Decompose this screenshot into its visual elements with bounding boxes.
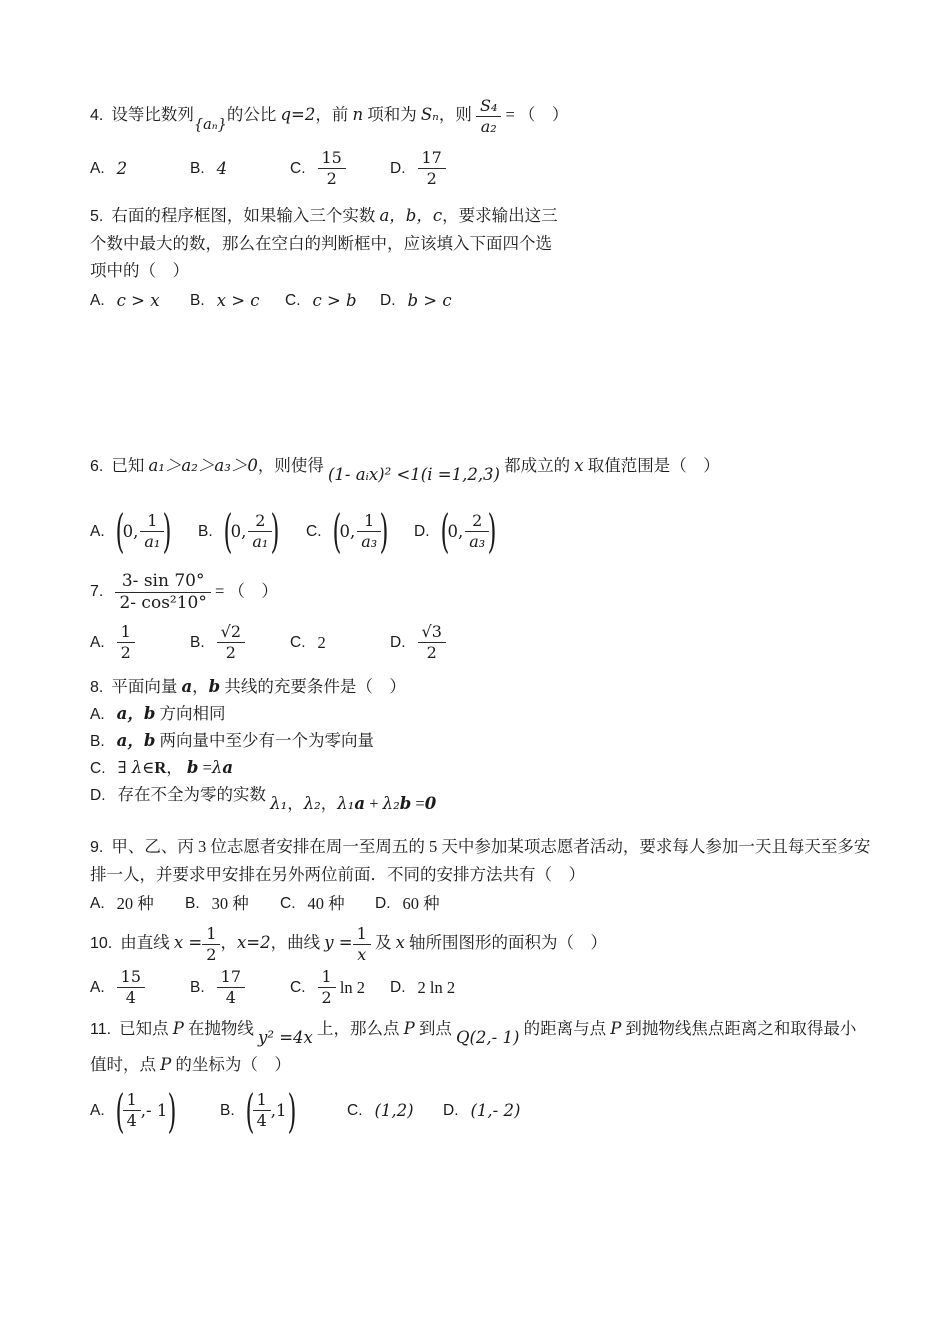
fraction-denominator: 2 — [321, 987, 332, 1007]
option-label: D. — [390, 978, 406, 996]
interval — [439, 504, 497, 558]
option-b — [220, 1083, 347, 1138]
question-7 — [90, 572, 880, 662]
question-number: 7. — [90, 583, 104, 601]
left-paren: ( — [223, 504, 233, 558]
interval — [223, 504, 280, 558]
option-b — [190, 287, 285, 314]
fraction-numerator: 1 — [253, 1091, 271, 1111]
interval-start: 0, — [122, 521, 139, 541]
coordinate-pair — [115, 1083, 177, 1138]
option-d — [414, 504, 497, 558]
option-text: 方向相同 — [155, 703, 226, 723]
question-10-options — [90, 968, 880, 1007]
math-expression: n — [352, 105, 364, 125]
option-label: B. — [190, 160, 205, 178]
option-text: ， — [320, 793, 338, 813]
fraction-denominator: 2 — [206, 944, 217, 964]
option-a — [90, 287, 190, 314]
option-value: 40 种 — [307, 893, 345, 913]
option-label: C. — [90, 759, 106, 777]
stem-text: ，曲线 — [270, 933, 325, 953]
question-5-line3: 项中的（ ） — [90, 261, 189, 280]
fraction-numerator: √3 — [418, 623, 446, 643]
point-q: Q(2,- 1) — [455, 1027, 520, 1047]
fraction — [357, 512, 381, 551]
fraction-numerator: S₄ — [476, 97, 501, 117]
option-label: A. — [90, 705, 105, 723]
fraction-denominator: 2 — [426, 642, 437, 662]
stem-text: ，则 — [438, 105, 472, 125]
option-value: x > c — [216, 291, 260, 310]
fraction-denominator: 2 — [426, 169, 437, 189]
question-8 — [90, 674, 880, 817]
option-label: C. — [347, 1102, 363, 1119]
option-label: B. — [185, 894, 200, 912]
stem-text: 设等比数列 — [111, 105, 194, 125]
interval-start: 0, — [230, 521, 247, 541]
fraction — [476, 97, 501, 136]
fraction — [115, 572, 210, 613]
fraction — [140, 512, 164, 551]
question-4 — [90, 97, 880, 188]
option-b — [190, 155, 290, 182]
parabola-equation: y² =4x — [258, 1027, 313, 1047]
math-expression: a，b，c — [379, 206, 443, 225]
fraction-denominator: a₂ — [480, 116, 497, 136]
question-4-stem — [90, 97, 880, 139]
option-label: D. — [380, 292, 396, 309]
fraction-numerator: 15 — [318, 149, 346, 169]
option-d — [90, 782, 880, 817]
fraction — [117, 623, 135, 662]
fraction-numerator: 1 — [353, 925, 371, 945]
stem-text: 项和为 — [363, 105, 421, 125]
math-expression: x — [395, 933, 405, 953]
stem-text: 的坐标为（ ） — [171, 1054, 291, 1074]
question-6 — [90, 452, 880, 558]
math-expression: = — [198, 757, 212, 777]
vector-b: b — [186, 757, 199, 777]
math-expression: a，b — [116, 703, 156, 723]
question-number: 8. — [90, 678, 104, 696]
question-7-stem — [90, 572, 880, 613]
fraction-numerator: 1 — [117, 623, 135, 643]
stem-text: 甲、乙、丙 3 位志愿者安排在周一至周五的 5 天中参加某项志愿者活动，要求每人参加一天且每天至多安 — [111, 836, 871, 856]
left-paren: ( — [245, 1083, 255, 1138]
option-b — [190, 968, 290, 1007]
option-value: 2 — [317, 632, 326, 652]
option-label: B. — [190, 292, 205, 309]
stem-text: 由直线 — [120, 933, 174, 953]
option-label: A. — [90, 978, 105, 996]
lambda-1: λ₁ — [270, 793, 288, 813]
question-9-stem — [90, 833, 880, 861]
option-value: c > b — [312, 291, 357, 310]
fraction-numerator: 1 — [123, 1091, 141, 1111]
option-d — [390, 974, 455, 1001]
fraction-numerator: 2 — [465, 512, 489, 532]
math-expression — [270, 791, 436, 817]
fraction-denominator: 2 — [326, 169, 337, 189]
option-d — [375, 890, 440, 917]
question-10-stem — [90, 925, 880, 964]
interval-start: 0, — [447, 521, 464, 541]
fraction-numerator: 2 — [248, 512, 272, 532]
option-label: A. — [90, 522, 105, 540]
fraction-denominator: 4 — [225, 987, 236, 1007]
interval — [331, 504, 389, 558]
option-value: 30 种 — [211, 893, 249, 913]
question-8-stem — [90, 674, 880, 701]
option-label: B. — [198, 522, 213, 540]
stem-text: 平面向量 — [111, 676, 182, 696]
question-number: 11. — [90, 1020, 112, 1038]
question-number: 10. — [90, 935, 113, 953]
option-a — [90, 155, 190, 182]
question-11-line2 — [90, 1051, 880, 1078]
option-b — [198, 504, 306, 558]
fraction — [217, 623, 245, 662]
fraction — [418, 623, 446, 662]
stem-text: 的距离与点 — [519, 1018, 611, 1038]
fraction-denominator: 2 — [225, 642, 236, 662]
option-label: D. — [390, 160, 406, 178]
stem-text: 的公比 — [226, 105, 281, 125]
flowchart-placeholder — [90, 314, 880, 452]
option-label: A. — [90, 292, 105, 309]
lambda-1: λ₁ — [337, 793, 355, 813]
stem-text: 已知点 — [119, 1018, 173, 1038]
vector-b: b — [399, 793, 412, 813]
option-label: D. — [375, 894, 391, 912]
stem-text: 到抛物线焦点距离之和取得最小 — [621, 1018, 857, 1038]
question-5-options — [90, 287, 880, 314]
stem-text: 共线的充要条件是（ ） — [220, 676, 406, 696]
math-expression: a₁＞a₂＞a₃＞0 — [148, 456, 258, 475]
option-b — [185, 890, 280, 917]
fraction-numerator: 1 — [140, 512, 164, 532]
question-5-line2: 个数中最大的数，那么在空白的判断框中，应该填入下面四个选 — [90, 234, 552, 253]
option-d — [443, 1097, 520, 1124]
option-c — [306, 504, 414, 558]
option-value: 60 种 — [402, 893, 440, 913]
option-value: ln 2 — [339, 977, 366, 997]
option-label: A. — [90, 160, 105, 178]
option-c — [290, 968, 390, 1007]
question-9-line2: 排一人，并要求甲安排在另外两位前面．不同的安排方法共有（ ） — [90, 864, 585, 884]
right-paren: ) — [487, 504, 497, 558]
option-c — [290, 149, 390, 188]
option-label: D. — [414, 522, 430, 540]
question-5-stem — [90, 202, 880, 230]
stem-text: 都成立的 — [500, 456, 575, 475]
option-a — [90, 968, 190, 1007]
option-value: 2 — [116, 159, 128, 179]
option-text: 两向量中至少有一个为零向量 — [155, 730, 375, 750]
option-label: A. — [90, 1102, 105, 1119]
vector-a: a — [354, 793, 366, 813]
interval — [115, 504, 172, 558]
lambda-2: λ₂ — [303, 793, 321, 813]
stem-text: ， — [220, 933, 237, 953]
fraction — [123, 1091, 141, 1130]
fraction — [248, 512, 272, 551]
fraction-denominator: 4 — [125, 987, 136, 1007]
stem-text: = （ ） — [214, 581, 278, 601]
option-label: A. — [90, 633, 105, 651]
fraction-denominator: 2 — [120, 642, 131, 662]
fraction-numerator: 3- sin 70° — [115, 572, 210, 593]
right-paren: ) — [287, 1083, 297, 1138]
option-label: C. — [290, 160, 306, 178]
question-4-options — [90, 149, 880, 188]
fraction-denominator: a₁ — [252, 531, 269, 551]
question-number: 6. — [90, 458, 104, 475]
option-a — [90, 701, 880, 728]
math-expression: (1- aᵢx)² <1(i =1,2,3) — [327, 465, 500, 484]
option-text: + — [365, 793, 383, 813]
option-label: B. — [190, 978, 205, 996]
math-expression: q=2 — [280, 105, 316, 125]
option-d — [380, 287, 452, 314]
stem-text: ，前 — [315, 105, 353, 125]
question-5 — [90, 202, 880, 314]
option-text: 存在不全为零的实数 — [117, 784, 271, 804]
lambda-2: λ₂ — [382, 793, 400, 813]
option-c — [90, 755, 880, 782]
option-value: 20 种 — [116, 893, 154, 913]
option-a — [90, 890, 185, 917]
question-6-stem — [90, 452, 880, 488]
stem-text: 及 — [370, 933, 396, 953]
question-11-options — [90, 1083, 880, 1138]
option-label: C. — [306, 522, 322, 540]
reals-symbol: R — [154, 757, 167, 777]
option-c — [290, 629, 390, 656]
zero-vector: 0 — [424, 793, 437, 813]
coordinate-rest: ,- 1 — [140, 1101, 168, 1120]
fraction-numerator: 17 — [217, 968, 245, 988]
vector-a: a — [181, 676, 193, 696]
question-11 — [90, 1015, 880, 1138]
interval-start: 0, — [339, 521, 356, 541]
option-b — [90, 728, 880, 755]
option-text: ， — [287, 793, 304, 813]
stem-text: 取值范围是（ ） — [583, 456, 720, 475]
option-label: B. — [90, 732, 105, 750]
fraction — [318, 149, 346, 188]
lambda: λ — [211, 757, 223, 777]
option-a — [90, 623, 190, 662]
question-7-options — [90, 623, 880, 662]
fraction-denominator: 4 — [256, 1111, 267, 1130]
question-9-options — [90, 890, 880, 917]
option-value: c > x — [116, 291, 160, 310]
point-p: P — [403, 1018, 415, 1038]
option-text: = — [411, 793, 425, 813]
option-a — [90, 1083, 220, 1138]
option-text: ， — [166, 757, 183, 777]
option-b — [190, 623, 290, 662]
fraction — [418, 149, 446, 188]
coordinate-pair — [245, 1083, 297, 1138]
fraction-denominator: 2- cos²10° — [119, 593, 207, 614]
option-d — [390, 623, 446, 662]
option-label: C. — [280, 894, 296, 912]
right-paren: ) — [162, 504, 172, 558]
right-paren: ) — [167, 1083, 177, 1138]
option-a — [90, 504, 198, 558]
fraction-numerator: 1 — [202, 925, 220, 945]
fraction — [253, 1091, 271, 1130]
fraction — [465, 512, 489, 551]
stem-text: 到点 — [414, 1018, 456, 1038]
option-label: C. — [290, 633, 306, 651]
option-value: (1,- 2) — [470, 1101, 521, 1120]
math-expression: a，b — [116, 730, 156, 750]
right-paren: ) — [379, 504, 389, 558]
option-label: C. — [290, 978, 306, 996]
fraction-numerator: 1 — [357, 512, 381, 532]
question-9 — [90, 833, 880, 917]
math-expression: y = — [324, 933, 353, 953]
vector-a: a — [222, 757, 234, 777]
math-expression: ∃ λ∈ — [117, 757, 155, 777]
left-paren: ( — [115, 1083, 125, 1138]
left-paren: ( — [439, 504, 449, 558]
fraction-denominator: a₃ — [361, 531, 378, 551]
math-expression: x = — [173, 933, 203, 953]
fraction — [117, 968, 145, 1007]
question-number: 9. — [90, 838, 104, 856]
fraction-numerator: 15 — [117, 968, 145, 988]
option-c — [280, 890, 375, 917]
option-value: b > c — [407, 291, 452, 310]
stem-text: 轴所围图形的面积为（ ） — [404, 933, 607, 953]
point-p: P — [160, 1054, 172, 1074]
option-label: C. — [285, 292, 301, 309]
option-value: (1,2) — [374, 1101, 414, 1120]
stem-text: 上，那么点 — [312, 1018, 404, 1038]
option-label: B. — [190, 633, 205, 651]
option-c — [347, 1097, 443, 1124]
stem-text: 在抛物线 — [183, 1018, 259, 1038]
fraction-denominator: 4 — [126, 1111, 137, 1130]
option-value: 2 ln 2 — [417, 977, 456, 997]
right-paren: ) — [270, 504, 280, 558]
option-label: D. — [90, 786, 106, 804]
fraction — [217, 968, 245, 1007]
option-label: A. — [90, 894, 105, 912]
question-10 — [90, 925, 880, 1007]
question-number: 5. — [90, 208, 104, 225]
coordinate-rest: ,1 — [270, 1101, 287, 1120]
sequence-notation: {aₙ} — [193, 117, 227, 134]
stem-text: 已知 — [111, 456, 149, 475]
left-paren: ( — [115, 504, 125, 558]
stem-text: ，则使得 — [257, 456, 328, 475]
stem-text: = （ ） — [505, 105, 569, 125]
vector-b: b — [208, 676, 221, 696]
fraction — [353, 925, 371, 964]
fraction-numerator: 1 — [318, 968, 336, 988]
fraction-numerator: √2 — [217, 623, 245, 643]
stem-text: 值时，点 — [90, 1054, 161, 1074]
fraction-denominator: a₁ — [144, 531, 161, 551]
fraction-denominator: a₃ — [469, 531, 486, 551]
question-11-stem — [90, 1015, 880, 1051]
option-label: B. — [220, 1102, 235, 1119]
math-expression: x — [574, 456, 584, 475]
option-label: D. — [443, 1102, 459, 1119]
option-c — [285, 287, 380, 314]
fraction — [318, 968, 336, 1007]
left-paren: ( — [331, 504, 341, 558]
point-p: P — [610, 1018, 622, 1038]
option-label: D. — [390, 633, 406, 651]
point-p: P — [172, 1018, 184, 1038]
stem-text: ，要求输出这三 — [442, 206, 558, 225]
question-6-options — [90, 504, 880, 558]
math-expression: x=2 — [236, 933, 271, 953]
question-number: 4. — [90, 107, 104, 125]
fraction — [202, 925, 220, 964]
stem-text: ， — [192, 676, 209, 696]
fraction-denominator: x — [357, 944, 367, 964]
option-d — [390, 149, 446, 188]
math-expression: Sₙ — [420, 105, 439, 125]
fraction-numerator: 17 — [418, 149, 446, 169]
stem-text: 右面的程序框图，如果输入三个实数 — [111, 206, 380, 225]
option-value: 4 — [216, 159, 228, 179]
